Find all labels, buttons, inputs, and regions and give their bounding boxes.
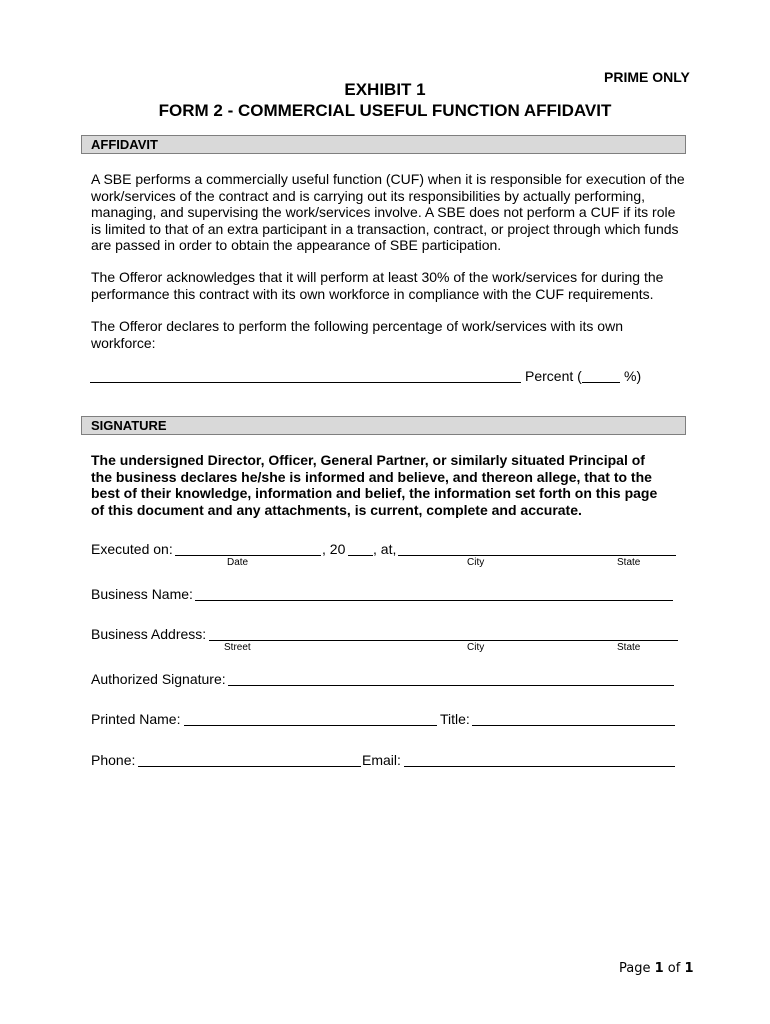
title-label: Title:: [440, 711, 470, 727]
city-caption: City: [467, 557, 485, 568]
affidavit-paragraph-1: [91, 171, 691, 254]
authorized-signature-field[interactable]: [228, 685, 674, 686]
executed-location-field[interactable]: [398, 555, 676, 556]
address-city-caption: City: [467, 642, 485, 653]
percent-suffix: %): [624, 368, 642, 384]
year-field[interactable]: [348, 555, 373, 556]
page-current: 1: [654, 961, 664, 976]
percent-label: Percent (: [525, 368, 582, 384]
page-number: [619, 961, 694, 976]
printed-name-field[interactable]: [184, 725, 437, 726]
printed-name-label: Printed Name:: [91, 711, 181, 727]
date-caption: Date: [227, 557, 249, 568]
email-field[interactable]: [404, 766, 675, 767]
paragraph-line: is limited to that of an extra participant in a transaction, contract, or project through which funds: [91, 220, 679, 237]
workforce-description-field[interactable]: [90, 382, 521, 383]
paragraph-line: managing, and supervising the work/services involve. A SBE does not perform a CUF if its role: [91, 204, 676, 220]
business-address-label: Business Address:: [91, 626, 207, 642]
phone-label: Phone:: [91, 752, 136, 768]
paragraph-line: performance this contract with its own workforce in compliance with the CUF requirements.: [91, 285, 654, 302]
paragraph-line: The Offeror declares to perform the following percentage of work/services with its own: [91, 318, 623, 334]
page-total: 1: [684, 961, 694, 976]
signature-section-header: [81, 416, 686, 435]
state-caption: State: [617, 557, 641, 568]
paragraph-line: work/services of the contract and is carrying out its responsibilities by actually performing,: [91, 187, 646, 204]
at-label: , at,: [373, 541, 397, 557]
street-caption: Street: [224, 642, 251, 653]
page-prefix: Page: [619, 961, 655, 976]
paragraph-line: A SBE performs a commercially useful function (CUF) when it is responsible for execution of the: [91, 171, 685, 187]
affidavit-section-header: [81, 135, 686, 154]
page-of: of: [663, 961, 685, 976]
form-title: FORM 2 - COMMERCIAL USEFUL FUNCTION AFFIDAVIT: [158, 101, 612, 120]
affidavit-section-label: AFFIDAVIT: [91, 137, 158, 152]
signature-statement: [91, 452, 691, 518]
email-label: Email:: [362, 752, 401, 768]
statement-line: best of their knowledge, information and belief, the information set forth on this page: [91, 485, 658, 501]
title-field[interactable]: [472, 725, 675, 726]
affidavit-paragraph-3: [91, 318, 691, 351]
exhibit-title: EXHIBIT 1: [344, 80, 426, 99]
statement-line: the business declares he/she is informed and believe, and thereon allege, that to the: [91, 468, 652, 485]
paragraph-line: The Offeror acknowledges that it will perform at least 30% of the work/services for during the: [91, 269, 664, 285]
business-name-field[interactable]: [195, 600, 673, 601]
statement-line: of this document and any attachments, is current, complete and accurate.: [91, 501, 582, 518]
percent-field[interactable]: [582, 382, 620, 383]
statement-line: The undersigned Director, Officer, General Partner, or similarly situated Principal of: [91, 452, 645, 468]
paragraph-line: workforce:: [91, 334, 156, 351]
business-address-field[interactable]: [209, 640, 678, 641]
year-prefix: , 20: [322, 541, 346, 557]
prime-only-label: PRIME ONLY: [604, 69, 690, 85]
business-name-label: Business Name:: [91, 586, 193, 602]
phone-field[interactable]: [138, 766, 361, 767]
affidavit-paragraph-2: [91, 269, 691, 302]
address-state-caption: State: [617, 642, 641, 653]
executed-date-field[interactable]: [175, 555, 321, 556]
authorized-signature-label: Authorized Signature:: [91, 671, 226, 687]
executed-on-label: Executed on:: [91, 541, 173, 557]
paragraph-line: are passed in order to obtain the appearance of SBE participation.: [91, 237, 502, 253]
signature-section-label: SIGNATURE: [91, 418, 167, 433]
